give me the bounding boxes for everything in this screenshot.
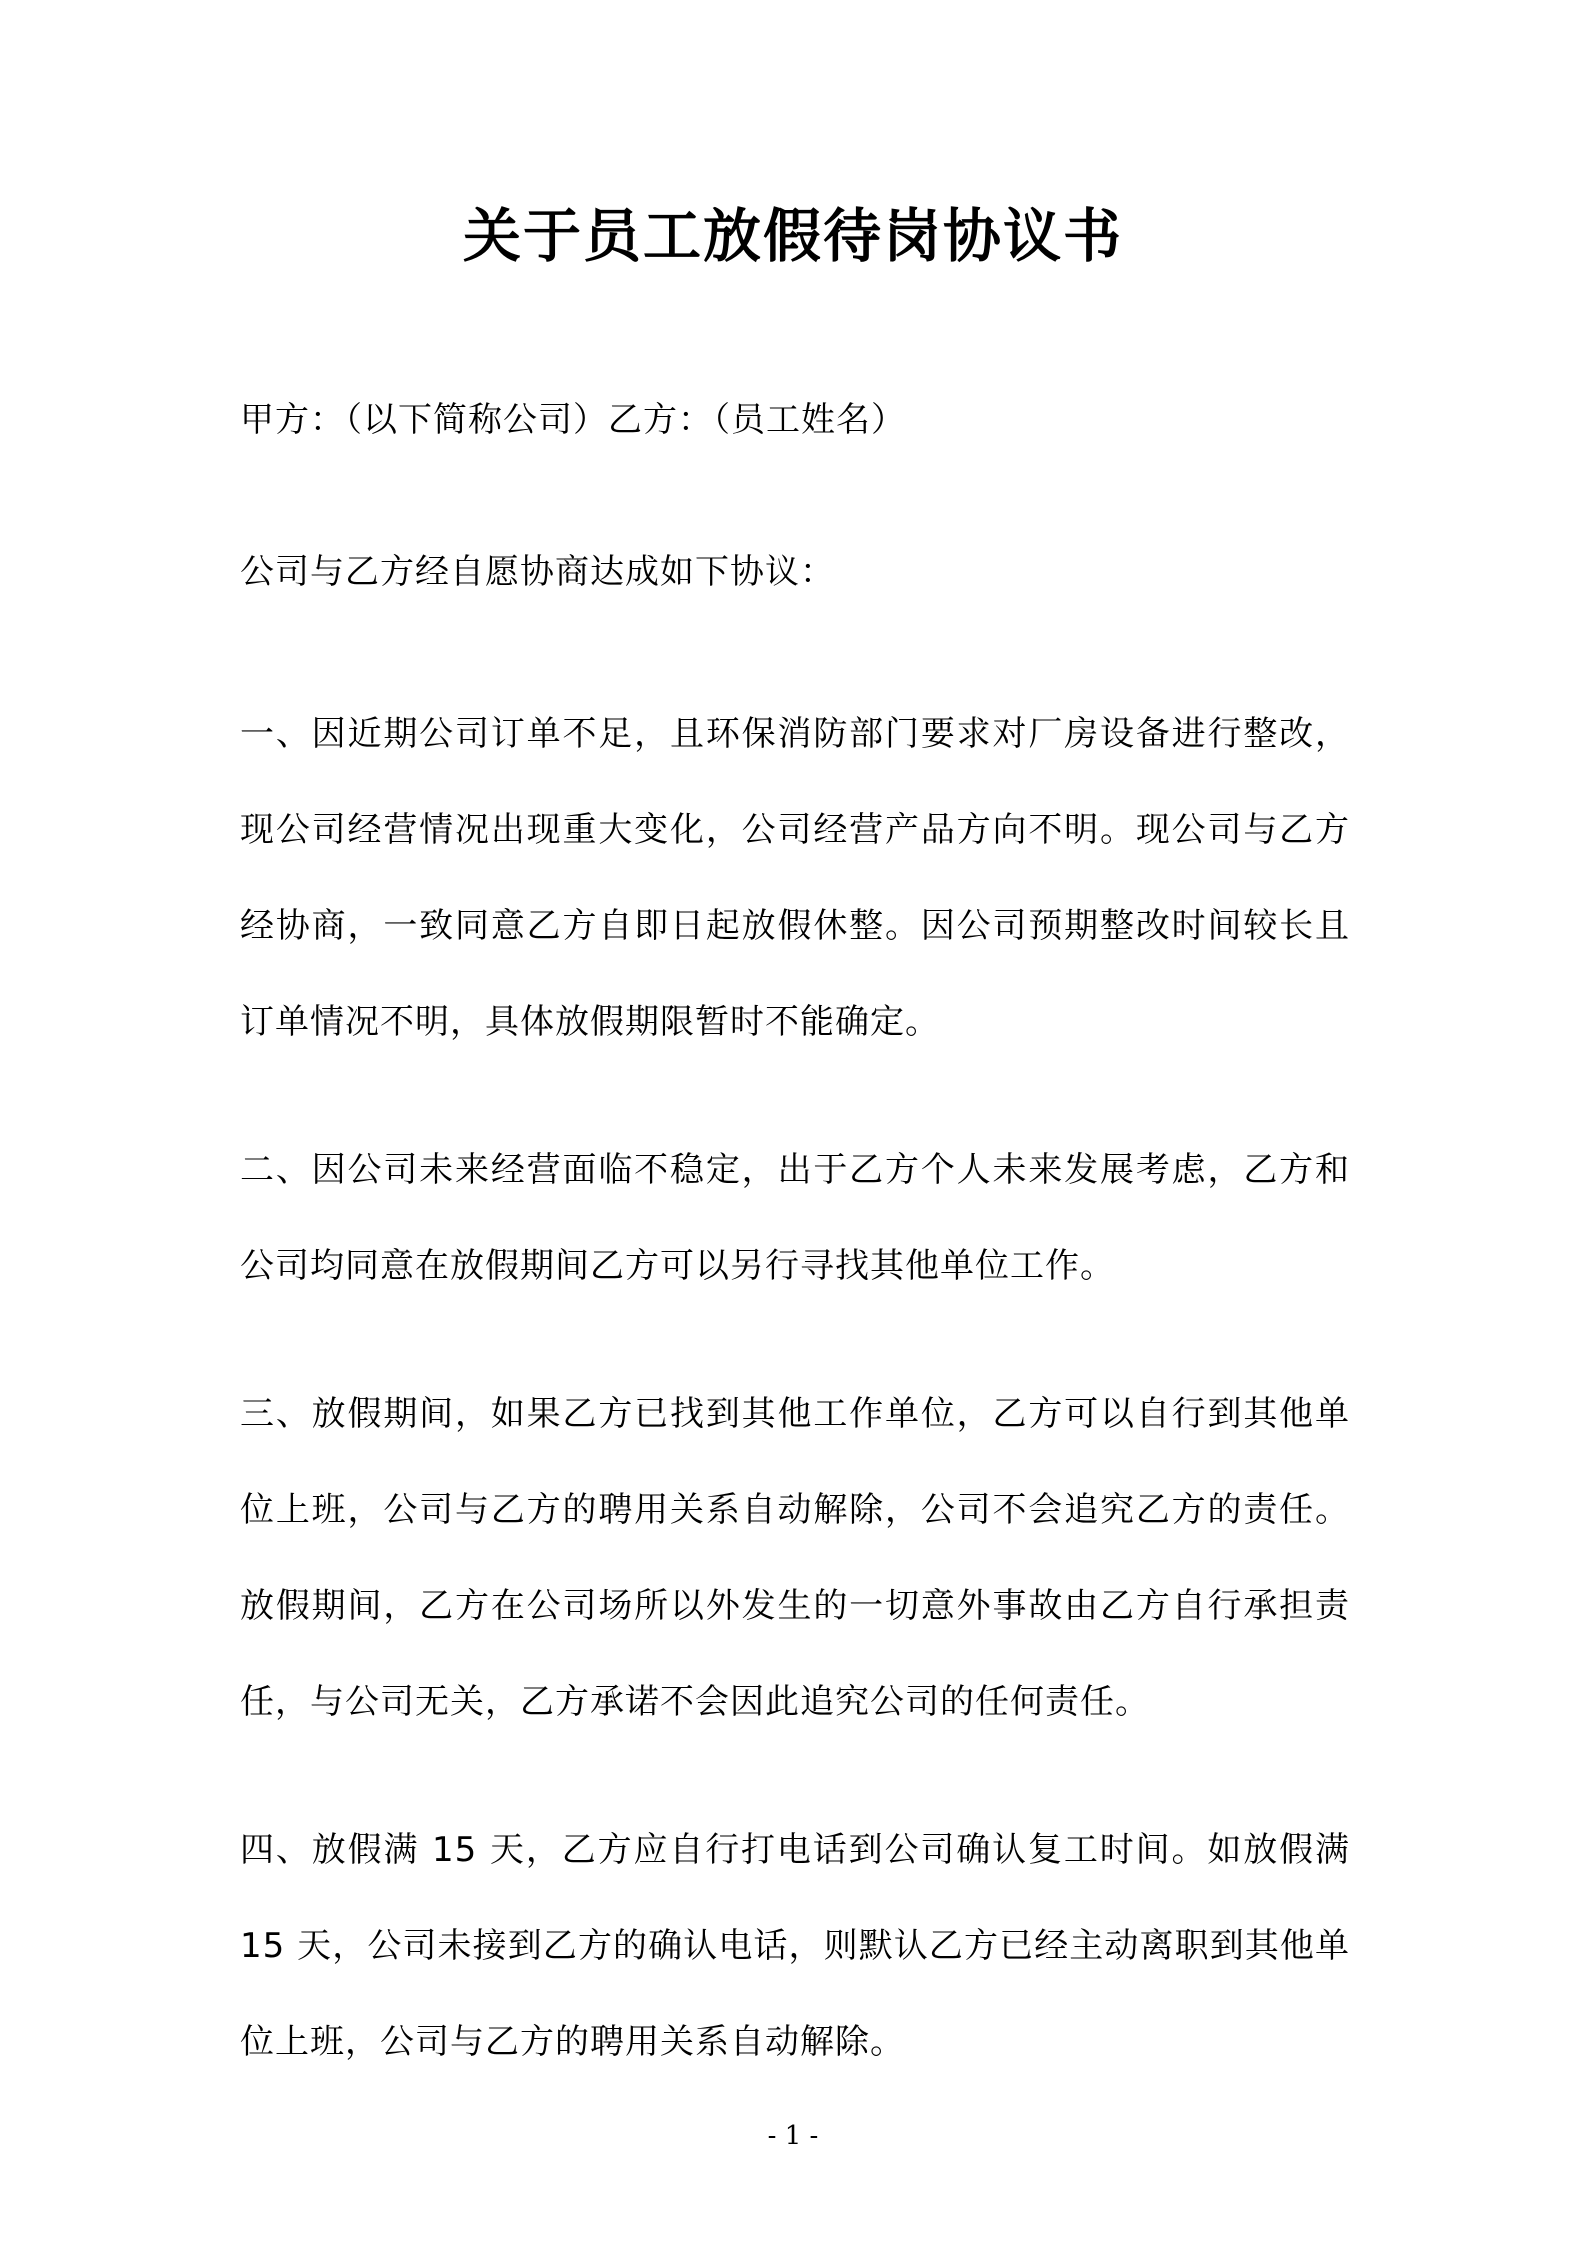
parties-line: 甲方：（以下简称公司）乙方：（员工姓名） [240,400,906,440]
clause-2: 二、因公司未来经营面临不稳定，出于乙方个人未来发展考虑，乙方和公司均同意在放假期间乙方可以另行寻找其他单位工作。 [240,1150,1350,1286]
page-number: - 1 - [767,2121,819,2151]
clause-3: 三、放假期间，如果乙方已找到其他工作单位，乙方可以自行到其他单位上班，公司与乙方的聘用关系自动解除，公司不会追究乙方的责任。放假期间，乙方在公司场所以外发生的一切意外事故由乙方自行承担责任，与公司无关，乙方承诺不会因此追究公司的任何责任。 [240,1394,1350,1722]
clause-4: 四、放假满 15 天，乙方应自行打电话到公司确认复工时间。如放假满 15 天，公司未接到乙方的确认电话，则默认乙方已经主动离职到其他单位上班，公司与乙方的聘用关系自动解除。 [240,1830,1350,2062]
document-body [240,382,1350,2142]
intro-paragraph: 公司与乙方经自愿协商达成如下协议： [240,552,835,592]
document-title: 关于员工放假待岗协议书 [462,202,1123,270]
clause-1: 一、因近期公司订单不足，且环保消防部门要求对厂房设备进行整改，现公司经营情况出现重大变化，公司经营产品方向不明。现公司与乙方经协商，一致同意乙方自即日起放假休整。因公司预期整改时间较长且订单情况不明，具体放假期限暂时不能确定。 [240,714,1350,1042]
